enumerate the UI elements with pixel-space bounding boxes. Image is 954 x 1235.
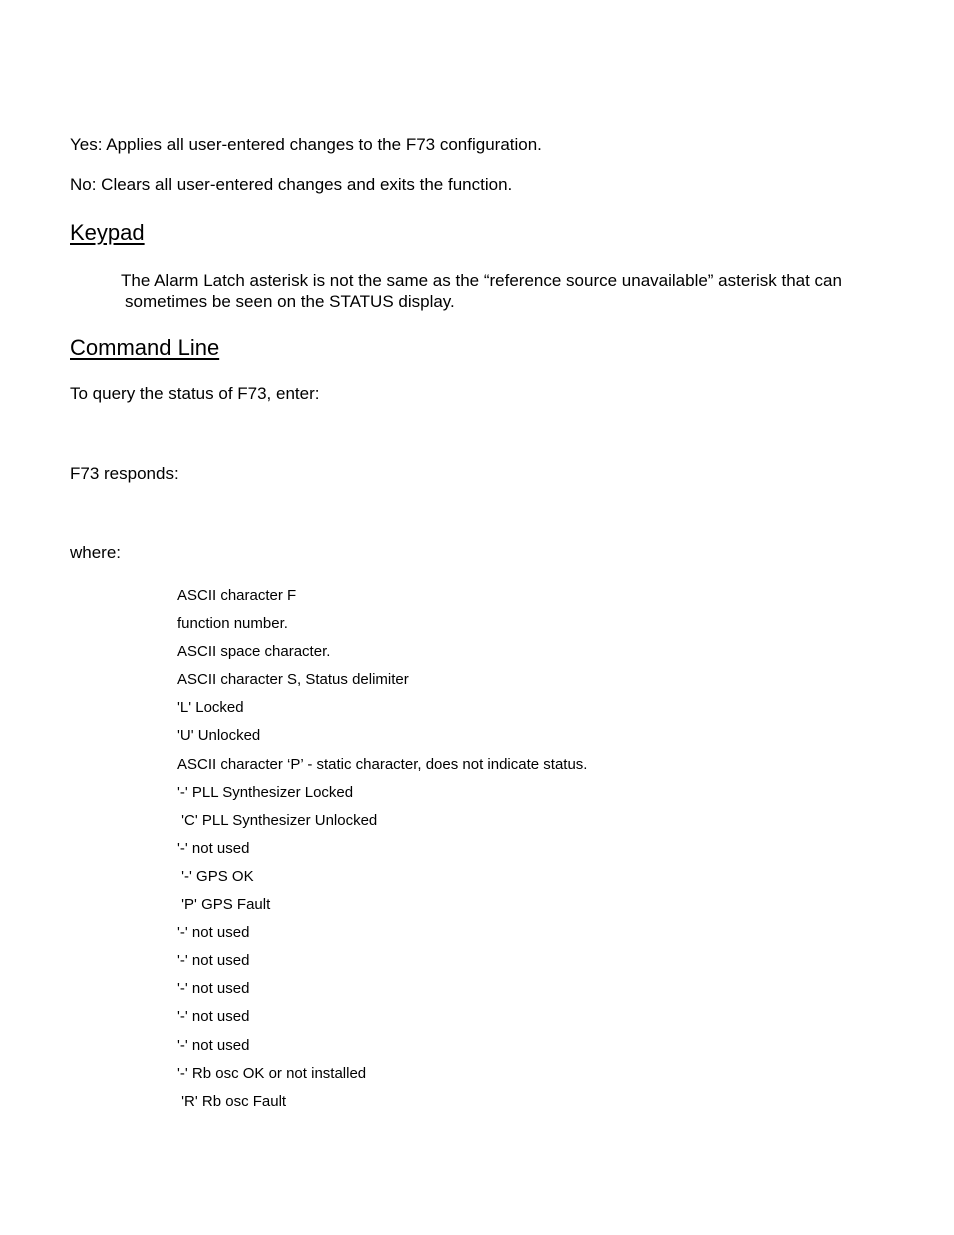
alarm-latch-note — [121, 270, 842, 312]
definition-item: '-' not used — [177, 924, 250, 942]
definition-item: '-' not used — [177, 839, 250, 857]
query-instruction: To query the status of F73, enter: — [70, 384, 320, 403]
where-label: where: — [70, 543, 122, 562]
responds-label: F73 responds: — [70, 464, 179, 483]
definition-item: '-' Rb osc OK or not installed — [177, 1064, 367, 1082]
definition-item: 'U' Unlocked — [177, 727, 261, 745]
definition-item: 'C' PLL Synthesizer Unlocked — [177, 811, 378, 829]
definition-item: 'L' Locked — [177, 699, 244, 717]
alarm-latch-note-line-1: The Alarm Latch asterisk is not the same as the “reference source unavailable” asterisk that can — [121, 271, 842, 290]
definition-item: '-' not used — [177, 1008, 250, 1026]
definition-item: ASCII character S, Status delimiter — [177, 671, 409, 689]
command-line-heading: Command Line — [70, 335, 220, 360]
definition-item: '-' PLL Synthesizer Locked — [177, 783, 354, 801]
definition-item: 'P' GPS Fault — [177, 896, 271, 914]
alarm-latch-note-line-2: sometimes be seen on the STATUS display. — [125, 292, 455, 311]
yes-option-description: Yes: Applies all user-entered changes to the F73 configuration. — [70, 135, 542, 154]
definition-item: '-' not used — [177, 980, 250, 998]
definition-item: ASCII space character. — [177, 643, 331, 661]
definition-item: ASCII character ‘P’ - static character, does not indicate status. — [177, 755, 588, 773]
definition-item: '-' not used — [177, 1036, 250, 1054]
definition-item: '-' GPS OK — [177, 867, 254, 885]
no-option-description: No: Clears all user-entered changes and exits the function. — [70, 175, 513, 194]
definition-item: function number. — [177, 615, 288, 633]
definition-item: 'R' Rb osc Fault — [177, 1092, 287, 1110]
field-definitions-list — [177, 587, 587, 1121]
keypad-heading: Keypad — [70, 220, 145, 245]
definition-item: ASCII character F — [177, 587, 297, 604]
definition-item: '-' not used — [177, 952, 250, 970]
